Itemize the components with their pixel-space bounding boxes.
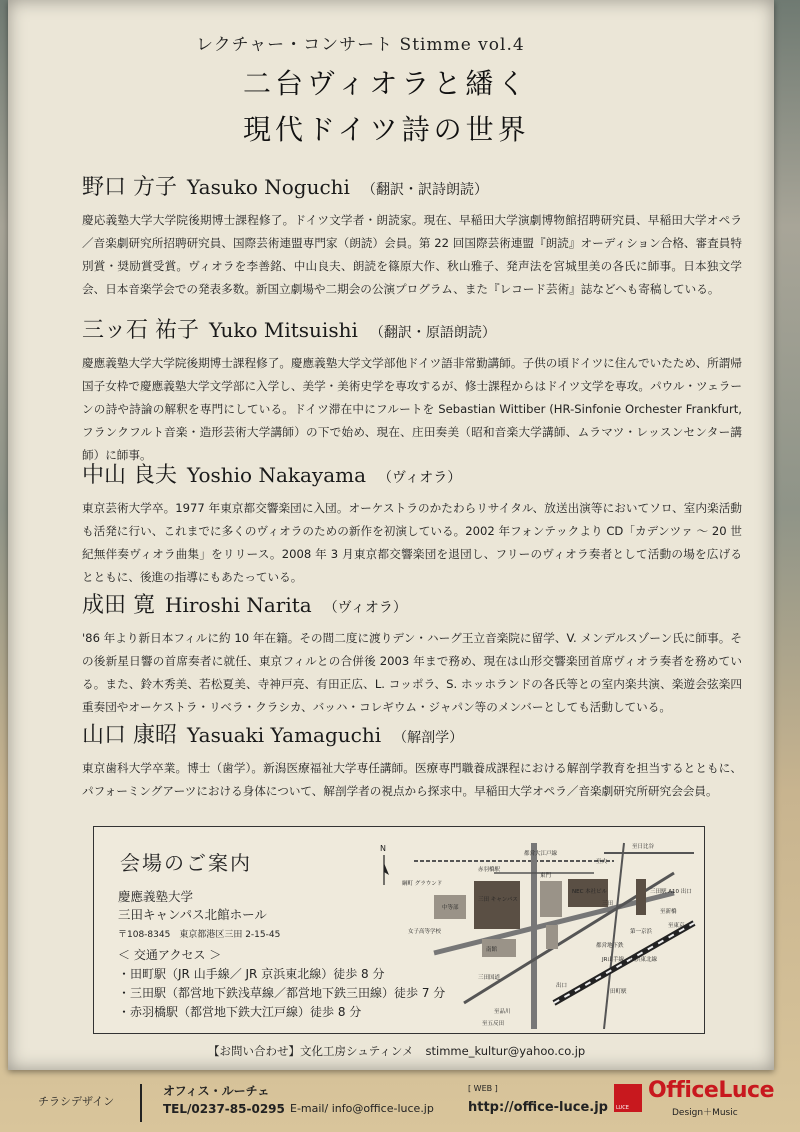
brand-tagline: Design＋Music [672, 1108, 738, 1118]
map-label: 南館 [486, 947, 498, 953]
map-label: 至新橋 [660, 909, 677, 915]
footer-divider [140, 1084, 142, 1122]
map-label: 至五反田 [482, 1021, 505, 1027]
design-credit-label: チラシデザイン [38, 1095, 115, 1108]
map-label: 至東京 [668, 923, 685, 929]
map-label: 出口 [556, 983, 568, 989]
map-label: 至品川 [494, 1009, 511, 1015]
access-item: ・田町駅（JR 山手線／ JR 京浜東北線）徒歩 8 分 [118, 967, 385, 981]
map-label: NEC 本社ビル [572, 889, 608, 895]
footer [0, 1078, 800, 1132]
name-jp: 三ッ石 祐子 [82, 318, 199, 343]
map-label: 都営大江戸線 [524, 851, 558, 857]
web-label: [ WEB ] [468, 1084, 498, 1093]
contact-line [208, 1043, 585, 1059]
map-label: 三田駅 A10 出口 [650, 889, 692, 895]
map-label: 至日比谷 [632, 844, 655, 850]
bio: 東京歯科大学卒業。博士（歯学）。新潟医療福祉大学専任講師。医療専門職養成課程における解剖学教育を担当するとともに、パフォーミングアーツにおける身体について、解剖学者の視点から探求中。早稲田大学オペラ／音楽劇研究所研究会会員。 [82, 761, 742, 798]
main-title-line1: 二台ヴィオラと繙く [243, 67, 530, 100]
role: （ヴィオラ） [323, 600, 407, 616]
name-jp: 野口 方子 [82, 175, 177, 200]
map-label: JR山手線・京浜東北線 [602, 957, 657, 963]
designer-email-link[interactable]: E-mail/ info@office-luce.jp [290, 1102, 434, 1115]
bio: 慶應義塾大学大学院後期博士課程修了。慶應義塾大学文学部他ドイツ語非常勤講師。子供の頃ドイツに住んでいたため、所謂帰国子女枠で慶應義塾大学文学部に入学し、美学・美術史学を専攻するが、修士課程からはドイツ文学を専攻。パウル・ツェラーンの詩や詩論の解釈を専門にしている。ドイツ滞在中にフルートを Sebastian Wittiber (HR-Sinfonie Orchester Frankfurt, フランクフルト音楽・造形芸術大学講師）の下で始め、現在、庄田奏美（昭和音楽大学講師、ムラマツ・レッスンセンター講師）に師事。 [82, 356, 742, 462]
main-title-line2: 現代ドイツ詩の世界 [243, 113, 530, 146]
map-label: 中等部 [442, 905, 459, 911]
role: （ヴィオラ） [378, 470, 462, 486]
performer-yamaguchi [82, 718, 742, 803]
venue-name-university: 慶應義塾大学 [118, 889, 194, 904]
map-label: 東門 [540, 873, 552, 879]
name-jp: 成田 寛 [82, 593, 155, 618]
north-arrow-icon [380, 844, 389, 885]
performer-mitsuishi [82, 313, 742, 467]
role: （翻訳・原語朗読） [369, 325, 496, 341]
name-en: Yasuko Noguchi [187, 175, 350, 199]
access-title: ＜ 交通アクセス ＞ [118, 948, 222, 962]
office-luce-logo-icon [614, 1084, 642, 1112]
venue-title: 会場のご案内 [120, 851, 252, 875]
performer-nakayama [82, 458, 742, 589]
map-label: 田町駅 [610, 989, 627, 995]
map-label: 三田 キャンパス [478, 897, 518, 903]
name-en: Yasuaki Yamaguchi [187, 723, 382, 747]
performer-name [82, 170, 742, 201]
venue-box [93, 826, 705, 1034]
access-item: ・赤羽橋駅（都営地下鉄大江戸線）徒歩 8 分 [118, 1005, 362, 1019]
north-label: N [380, 844, 386, 853]
brand-name: OfficeLuce [648, 1078, 774, 1103]
role: （解剖学） [393, 730, 464, 746]
designer-web-link[interactable]: http://office-luce.jp [468, 1100, 608, 1115]
venue-map [374, 833, 699, 1029]
map-label: 都営地下鉄 [596, 943, 624, 949]
name-en: Yuko Mitsuishi [209, 318, 358, 342]
map-label: 赤羽橋駅 [478, 867, 501, 873]
map-label: 三田 [602, 901, 614, 907]
performer-name [82, 588, 742, 619]
performer-name [82, 313, 742, 344]
performer-narita [82, 588, 742, 719]
bio: 東京芸術大学卒。1977 年東京都交響楽団に入団。オーケストラのかたわらリサイタル、放送出演等においてソロ、室内楽活動も活発に行い、これまでに多くのヴィオラのための新作を初演している。2002 年フォンテックより CD「カデンツァ ～ 20 世紀無伴奏ヴィオラ曲集」をリリース。2008 年 3 月東京都交響楽団を退団し、フリーのヴィオラ奏者として活動の場を広げるとともに、後進の指導にもあたっている。 [82, 501, 742, 584]
series-title: レクチャー・コンサート Stimme vol.4 [196, 35, 525, 55]
bio: '86 年より新日本フィルに約 10 年在籍。その間二度に渡りデン・ハーグ王立音楽院に留学、V. メンデルスゾーン氏に師事。その後新星日響の首席奏者に就任、東京フィルとの合併後 2003 年まで務め、現在は山形交響楽団首席ヴィオラ奏者を務めている。また、鈴木秀美、若松夏美、寺神戸亮、有田正広、L. コッポラ、S. ホッホランドの各氏等との室内楽共演、楽遊会弦楽四重奏団やオーケストラ・リベラ・クラシカ、バッハ・コレギウム・ジャパン等のメンバーとしても活動している。 [82, 631, 742, 714]
bio: 慶応義塾大学大学院後期博士課程修了。ドイツ文学者・朗読家。現在、早稲田大学演劇博物館招聘研究員、早稲田大学オペラ／音楽劇研究所招聘研究員、国際芸術連盟専門家（朗読）会員。第 22 回国際芸術連盟『朗読』オーディション合格、審査員特別賞・奨励賞受賞。ヴィオラを李善銘、中山良夫、朗読を篠原大作、秋山雅子、発声法を宮城里美の各氏に師事。日本独文学会、日本音楽学会での発表多数。新国立劇場や二期会の公演プログラム、また『レコード芸術』誌などへも寄稿している。 [82, 213, 742, 296]
designer-tel: TEL/0237-85-0295 [163, 1102, 285, 1116]
performer-name [82, 718, 742, 749]
name-jp: 山口 康昭 [82, 723, 177, 748]
performer-noguchi [82, 170, 742, 301]
map-label: 第一京浜 [630, 929, 653, 935]
contact-email-link[interactable]: stimme_kultur@yahoo.co.jp [425, 1044, 586, 1058]
map-label: 三田国道 [478, 975, 501, 981]
venue-address: 〒108-8345 東京都港区三田 2-15-45 [118, 930, 281, 940]
designer-name: オフィス・ルーチェ [163, 1084, 270, 1098]
name-jp: 中山 良夫 [82, 463, 177, 488]
name-en: Hiroshi Narita [165, 593, 312, 617]
performer-name [82, 458, 742, 489]
venue-name-hall: 三田キャンパス北館ホール [118, 907, 267, 922]
map-label: 女子高等学校 [408, 929, 442, 935]
map-label: 綱町 グラウンド [402, 881, 443, 887]
logo-mini-text: LUCE [616, 1105, 629, 1111]
map-label: 至大 [596, 859, 608, 865]
contact-label: 【お問い合わせ】文化工房シュティンメ [208, 1044, 414, 1058]
role: （翻訳・訳詩朗読） [361, 182, 488, 198]
access-item: ・三田駅（都営地下鉄浅草線／都営地下鉄三田線）徒歩 7 分 [118, 986, 446, 1000]
name-en: Yoshio Nakayama [187, 463, 367, 487]
